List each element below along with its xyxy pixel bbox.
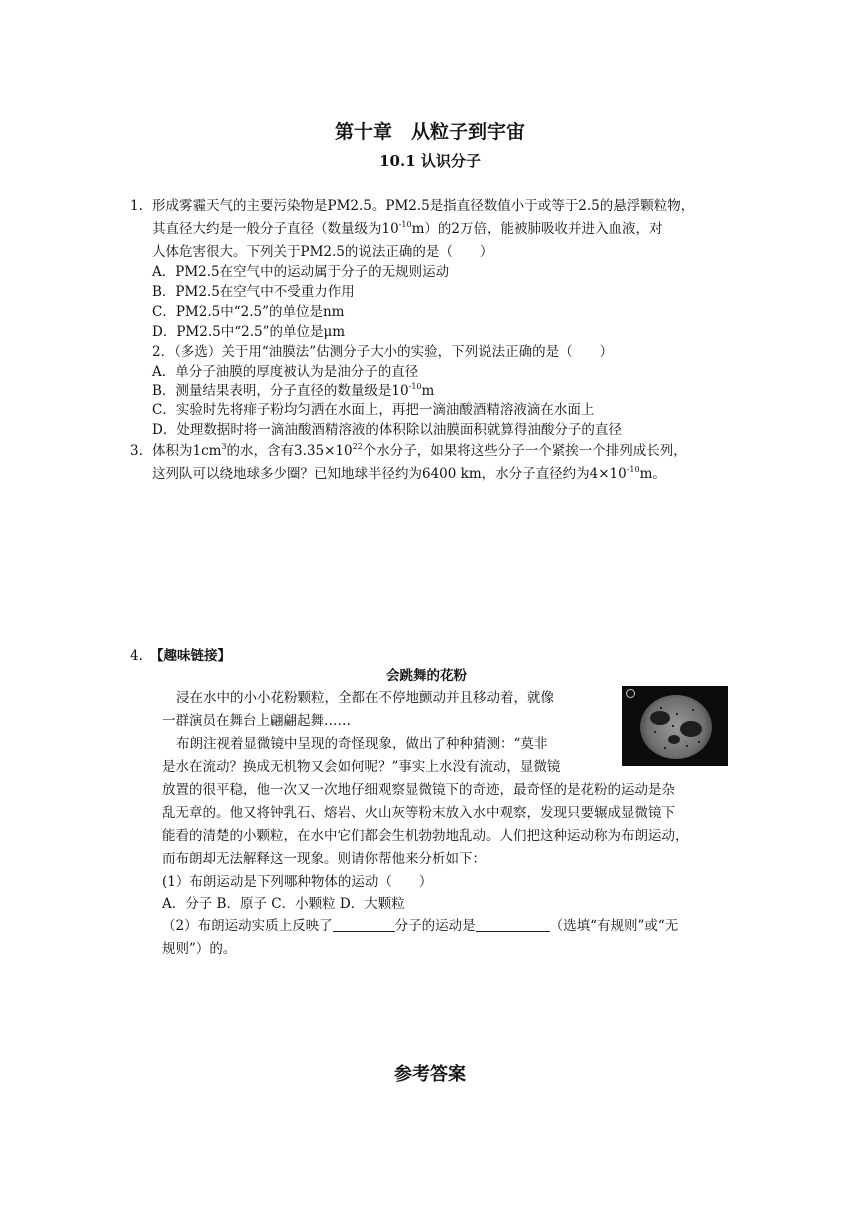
sub-question-1: (1）布朗运动是下列哪种物体的运动（ ） [162, 874, 433, 890]
question-1-line-2: 其直径大约是一般分子直径（数量级为$10^{-10}m$）的2万倍，能被肺吸收并进入血液，对 [152, 220, 663, 237]
lens-mark-icon [626, 689, 635, 698]
question-1-number: 1. [130, 198, 143, 214]
story-paragraph-2-line-2: 是水在流动？换成无机物又会如何呢？”事实上水没有流动，显微镜 [162, 759, 561, 775]
story-paragraph-2-line-6: 而布朗却无法解释这一现象。则请你帮他来分析如下： [162, 851, 486, 867]
question-1-line-1: 形成雾霾天气的主要污染物是PM2.5。PM2.5是指直径数值小于或等于2.5的悬浮颗粒物， [152, 198, 695, 214]
pollen-microscope-photo [622, 686, 728, 766]
question-1-option-b: B．PM2.5在空气中不受重力作用 [152, 284, 355, 300]
question-4-number: 4. [130, 648, 143, 664]
story-title: 会跳舞的花粉 [386, 668, 467, 684]
answer-blank-1[interactable] [333, 917, 395, 932]
microscope-view [640, 695, 712, 759]
answer-blank-2[interactable] [476, 917, 550, 932]
question-1-option-a: A．PM2.5在空气中的运动属于分子的无规则运动 [152, 264, 450, 280]
story-paragraph-2-line-5: 能看的清楚的小颗粒，在水中它们都会生机勃勃地乱动。人们把这种运动称为布朗运动， [162, 828, 689, 844]
question-3-number: 3. [130, 443, 143, 459]
story-paragraph-2-line-4: 乱无章的。他又将钟乳石、熔岩、火山灰等粉末放入水中观察，发现只要辗成显微镜下 [162, 805, 675, 821]
story-paragraph-1-line-1: 浸在水中的小小花粉颗粒，全都在不停地颤动并且移动着，就像 [176, 690, 554, 706]
question-1-line-3: 人体危害很大。下列关于PM2.5的说法正确的是（ ） [152, 244, 494, 260]
question-3-line-1: 体积为$1cm^3$的水，含有$3.35\times 10^{22}$个水分子，如果将这些分子一个紧挨一个排列成长列， [152, 442, 687, 459]
answer-title: 参考答案 [394, 1064, 466, 1085]
question-3-line-2: 这列队可以绕地球多少圈？已知地球半径约为6400 km，水分子直径约为$4\times 10^{-10}m$。 [152, 465, 666, 482]
question-2-option-b: B．测量结果表明，分子直径的数量级是$10^{-10}m$ [152, 382, 435, 399]
question-4-header: 【趣味链接】 [150, 648, 231, 664]
chapter-title: 第十章 从粒子到宇宙 [334, 121, 525, 143]
sub-question-2-line-2: 规则”）的。 [162, 941, 237, 957]
story-paragraph-1-line-2: 一群演员在舞台上翩翩起舞…… [162, 713, 351, 729]
question-2-option-a: A．单分子油膜的厚度被认为是油分子的直径 [152, 364, 419, 380]
section-title: 10.1 认识分子 [379, 152, 481, 170]
question-1-option-c: C．PM2.5中“2.5”的单位是nm [152, 304, 345, 320]
question-2-stem: 2．（多选）关于用“油膜法”估测分子大小的实验，下列说法正确的是（ ） [152, 344, 614, 360]
sub-question-2-line-1: （2）布朗运动实质上反映了 分子的运动是 （选填“有规则”或“无 [162, 918, 679, 934]
question-2-option-c: C．实验时先将痱子粉均匀洒在水面上，再把一滴油酸酒精溶液滴在水面上 [152, 402, 595, 418]
question-2-option-d: D．处理数据时将一滴油酸酒精溶液的体积除以油膜面积就算得油酸分子的直径 [152, 422, 622, 438]
story-paragraph-2-line-1: 布朗注视着显微镜中呈现的奇怪现象，做出了种种猜测：“莫非 [176, 736, 548, 752]
sub-question-1-options: A．分子 B．原子 C．小颗粒 D．大颗粒 [162, 896, 405, 912]
story-paragraph-2-line-3: 放置的很平稳，他一次又一次地仔细观察显微镜下的奇迹，最奇怪的是花粉的运动是杂 [162, 782, 675, 798]
question-1-option-d: D．PM2.5中“2.5”的单位是μm [152, 324, 346, 340]
